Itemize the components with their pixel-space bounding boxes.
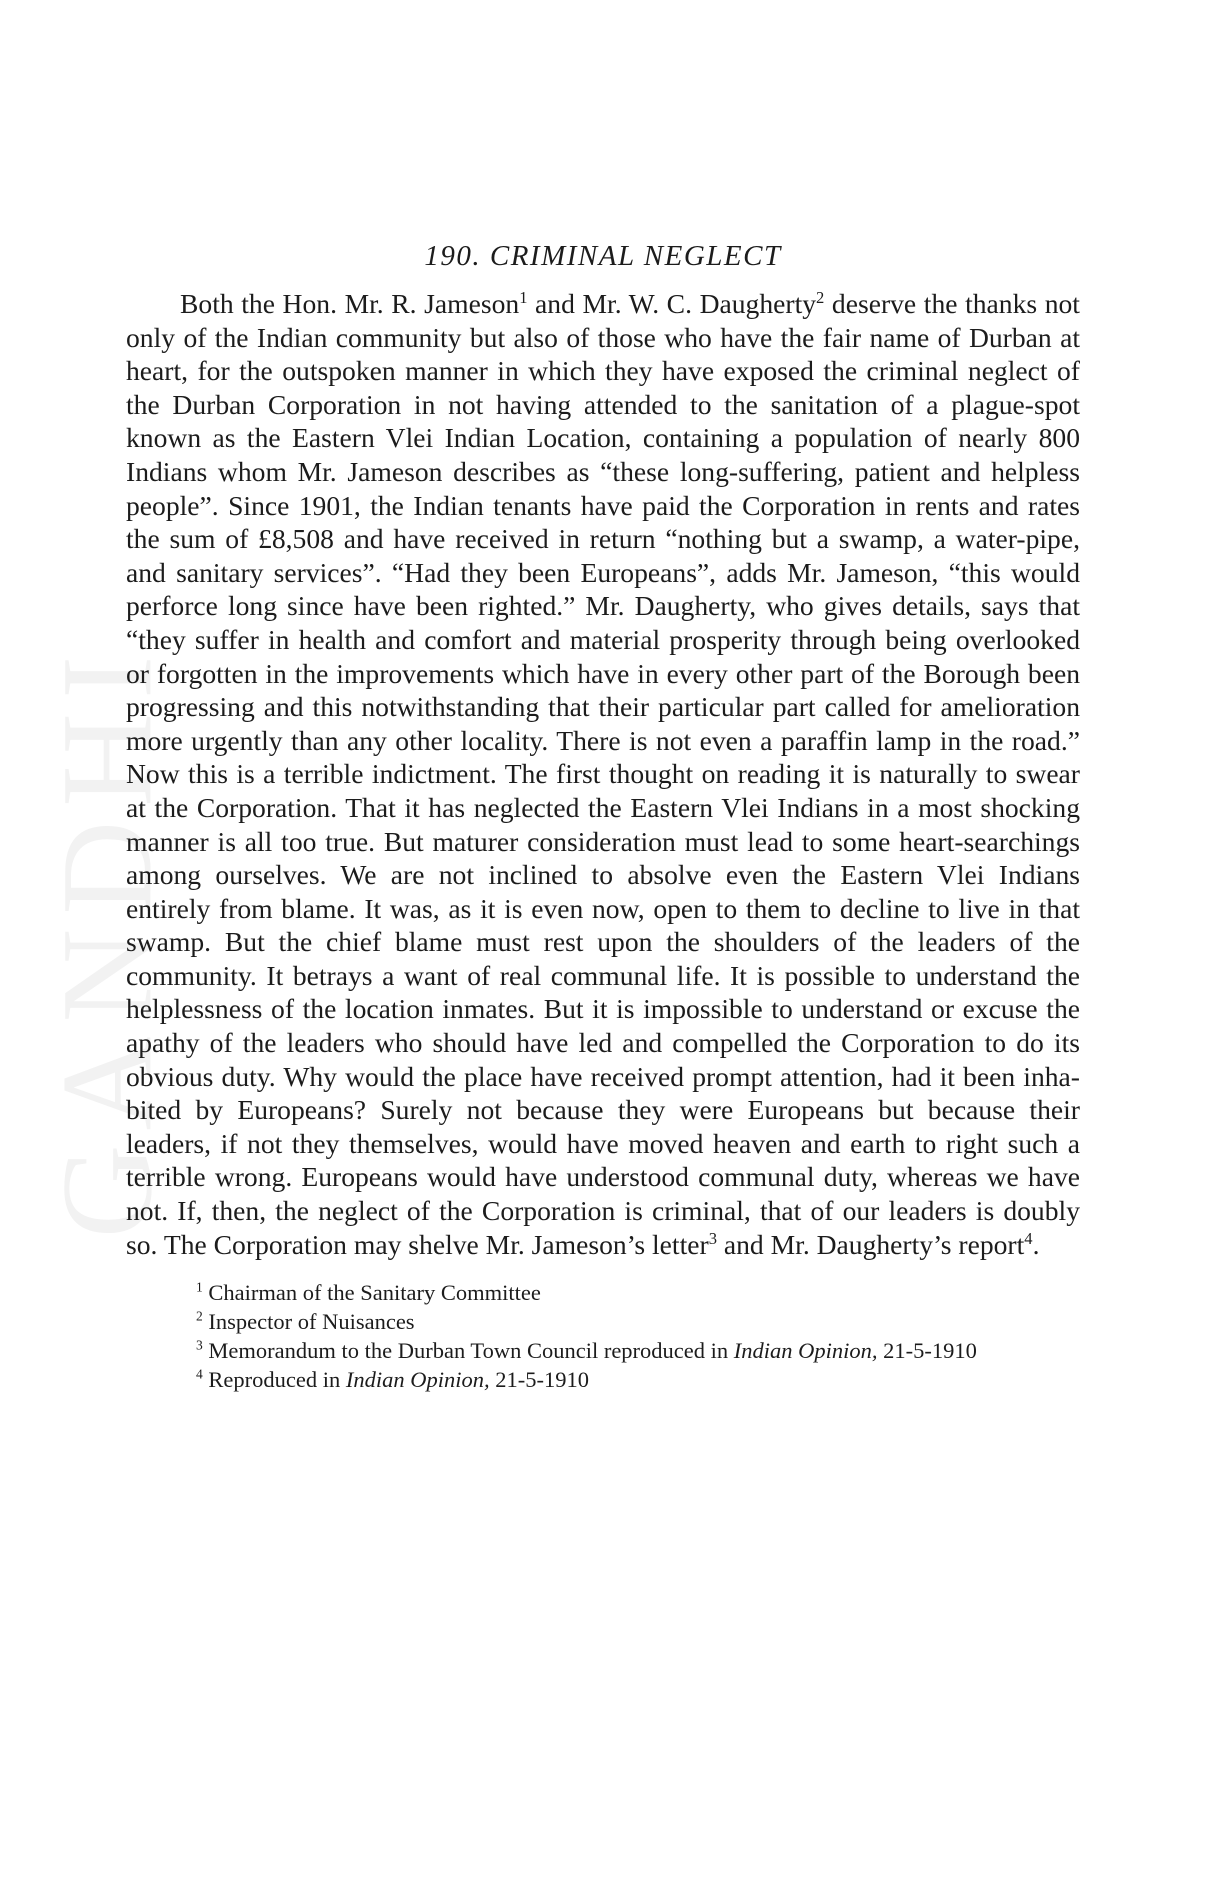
footnote-ref-2: 2 xyxy=(816,287,825,307)
footnote-2 xyxy=(126,1308,1080,1337)
watermark-text: GANDHI xyxy=(35,641,180,1239)
body-segment-3: deserve the thanks not only of the Indian community but also of those who have the fair name of Durban at heart, for the outspoken manner in which they have exposed the criminal neglect of the Durban Corporation in not having attended to the sanitation of a plague-spot known as the Eastern Vlei Indian Location, containing a population of nearly 800 Indians whom Mr. Jameson describes as “these long-suffering, patient and helpless people”. Since 1901, the Indian tenants have paid the Corporation in rents and rates the sum of £8,508 and have received in return “nothing but a swamp, a water-pipe, and sanitary services”. “Had they been Europeans”, adds Mr. Jameson, “this would perforce long since have been righted.” Mr. Daugherty, who gives details, says that “they suffer in health and comfort and material prosperity through being overlooked or forgotten in the improvements which have in every other part of the Borough been progressing and this notwithstanding that their particular part called for amelioration more urgently than any other locality. There is not even a paraffin lamp in the road.” Now this is a terrible indictment. The first thought on reading it is naturally to swear at the Corporation. That it has neglected the Eastern Vlei Indians in a most shocking manner is all too true. But maturer consideration must lead to some heart-searchings among ourselves. We are not inclined to absolve even the Eastern Vlei Indians entirely from blame. It was, as it is even now, open to them to decline to live in that swamp. But the chief blame must rest upon the shoulders of the leaders of the community. It betrays a want of real communal life. It is possible to understand the helplessness of the location inmates. But it is impossible to understand or excuse the apathy of the leaders who should have led and compelled the Corporation to do its obvious duty. Why would the place have received prompt attention, had it been inhabited by Europeans? Surely not because they were Europeans but because their leaders, if not they themselves, would have moved heaven and earth to right such a terrible wrong. Europeans would have understood communal duty, whereas we have not. If, then, the neglect of the Corporation is criminal, that of our leaders is doubly so. The Corporation may shelve Mr. Jameson’s letter xyxy=(126,288,1080,1260)
footnote-number: 3 xyxy=(196,1337,203,1353)
body-segment-2: and Mr. W. C. Daugherty xyxy=(527,288,817,319)
footnote-1 xyxy=(126,1279,1080,1308)
footnote-text: Memorandum to the Durban Town Council reproduced in xyxy=(202,1337,734,1363)
footnote-ref-3: 3 xyxy=(708,1228,717,1248)
footnote-text: Chairman of the Sanitary Committee xyxy=(202,1280,541,1306)
footnote-number: 4 xyxy=(196,1366,203,1382)
footnote-number: 1 xyxy=(196,1279,203,1295)
footnote-date: 21-5-1910 xyxy=(489,1366,589,1392)
footnote-ref-1: 1 xyxy=(519,287,528,307)
article-body xyxy=(126,287,1080,1261)
footnote-number: 2 xyxy=(196,1308,203,1324)
document-page xyxy=(126,240,1080,1394)
footnote-source-title: Indian Opinion, xyxy=(733,1337,878,1363)
footnote-source-title: Indian Opinion, xyxy=(345,1366,490,1392)
footnote-3 xyxy=(126,1337,1080,1366)
footnote-text: Inspector of Nuisances xyxy=(202,1309,415,1335)
body-segment-5: . xyxy=(1032,1228,1040,1260)
footnote-4 xyxy=(126,1366,1080,1395)
body-segment-4: and Mr. Daugherty’s report xyxy=(716,1228,1025,1260)
footnotes xyxy=(126,1279,1080,1394)
body-segment-1: Both the Hon. Mr. R. Jameson xyxy=(180,288,520,319)
footnote-date: 21-5-1910 xyxy=(877,1337,977,1363)
footnote-ref-4: 4 xyxy=(1024,1228,1033,1248)
article-heading: 190. CRIMINAL NEGLECT xyxy=(424,240,782,272)
footnote-text: Reproduced in xyxy=(202,1366,346,1392)
